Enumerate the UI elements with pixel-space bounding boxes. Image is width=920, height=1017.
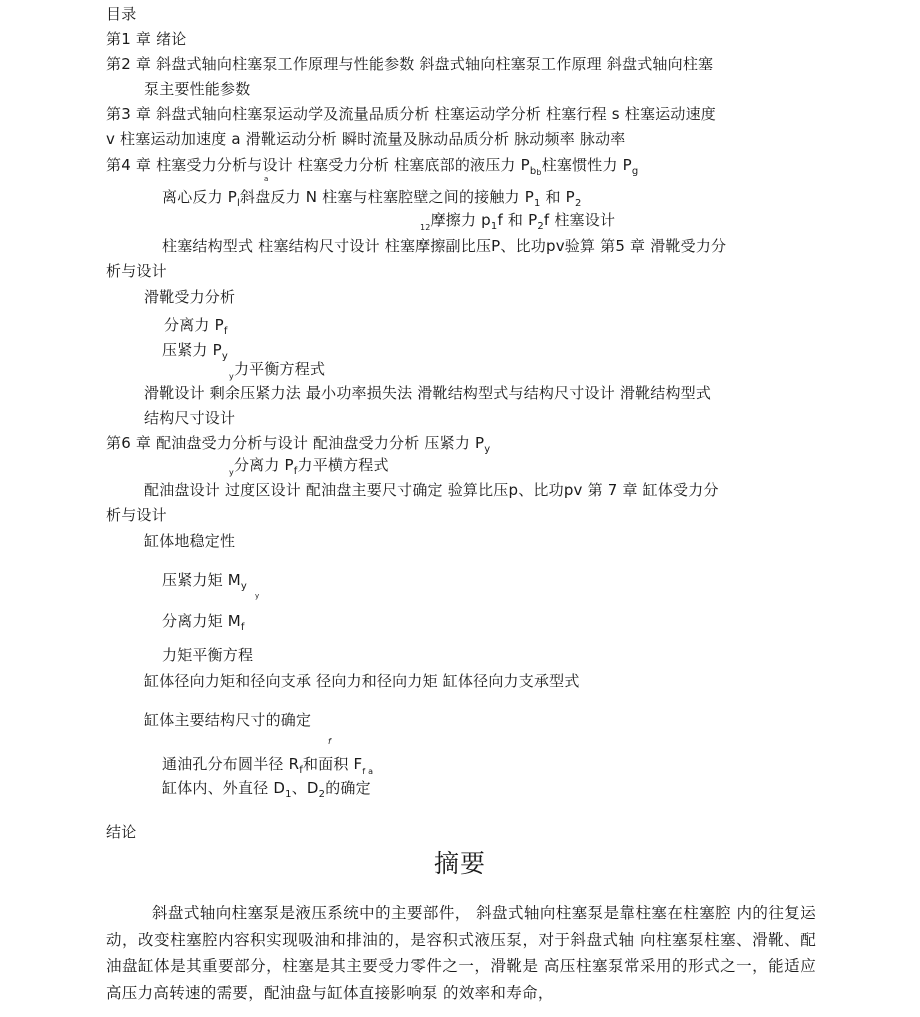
toc-text: 和 P	[540, 188, 575, 206]
toc-text: f 和 P	[497, 211, 538, 229]
toc-text: 第4 章 柱塞受力分析与设计 柱塞受力分析 柱塞底部的液压力 P	[106, 156, 530, 174]
toc-chapter-7-section[interactable]: 缸体径向力矩和径向支承 径向力和径向力矩 缸体径向力支承型式	[144, 672, 580, 690]
subscript: y	[221, 351, 228, 362]
toc-chapter-3-line-1[interactable]: 第3 章 斜盘式轴向柱塞泵运动学及流量品质分析 柱塞运动学分析 柱塞行程 s 柱塞运动速度	[106, 105, 716, 123]
toc-chapter-5-section[interactable]: 滑靴受力分析	[144, 288, 236, 306]
subscript: y	[240, 581, 248, 592]
subscript: f	[240, 622, 245, 633]
abstract-title: 摘要	[433, 849, 486, 878]
toc-text: 第6 章 配油盘受力分析与设计 配油盘受力分析 压紧力 P	[106, 434, 485, 452]
toc-text: 通油孔分布圆半径 R	[162, 755, 300, 773]
subscript: f a	[362, 767, 374, 776]
subscript: f	[299, 765, 303, 776]
stray-mark: 12	[420, 223, 431, 232]
toc-chapter-7-item[interactable]	[162, 757, 373, 776]
toc-chapter-7-line-1[interactable]: 析与设计	[106, 506, 167, 524]
toc-conclusion[interactable]: 结论	[106, 823, 137, 841]
toc-text: 离心反力 P	[162, 188, 238, 206]
toc-chapter-5-design-line-1[interactable]: 滑靴设计 剩余压紧力法 最小功率损失法 滑靴结构型式与结构尺寸设计 滑靴结构型式	[144, 384, 712, 402]
subscript: 2	[574, 198, 582, 209]
subscript: 2	[537, 221, 544, 232]
toc-chapter-7-item[interactable]	[162, 614, 245, 633]
toc-text: 和面积 F	[302, 755, 363, 773]
toc-chapter-4-line-1[interactable]	[106, 158, 638, 177]
toc-text: 、D	[291, 779, 319, 797]
toc-text: 分离力 P	[233, 456, 294, 474]
subscript: 1	[533, 198, 541, 209]
toc-heading: 目录	[106, 5, 137, 23]
toc-text: 压紧力 P	[162, 341, 222, 359]
toc-chapter-4-line-3[interactable]	[420, 213, 615, 232]
toc-chapter-6-item[interactable]	[229, 458, 389, 477]
subscript: l	[237, 198, 240, 209]
toc-text: 力平衡方程式	[233, 360, 326, 378]
toc-text: 斜盘反力 N 柱塞与柱塞腔壁之间的接触力 P	[240, 188, 534, 206]
subscript: 1	[285, 789, 292, 800]
toc-chapter-7-section[interactable]: 缸体主要结构尺寸的确定	[144, 711, 312, 729]
toc-chapter-4-line-4[interactable]: 柱塞结构型式 柱塞结构尺寸设计 柱塞摩擦副比压P、比功pv验算 第5 章 滑靴受力分	[162, 237, 727, 255]
toc-text: 柱塞惯性力 P	[541, 156, 632, 174]
toc-chapter-6-design-line-1[interactable]: 配油盘设计 过度区设计 配油盘主要尺寸确定 验算比压p、比功pv 第 7 章 缸体受力分	[144, 481, 719, 499]
toc-chapter-5-item[interactable]	[229, 362, 325, 381]
subscript: 2	[318, 789, 326, 800]
toc-chapter-5-line-1[interactable]: 析与设计	[106, 262, 167, 280]
toc-text: 缸体内、外直径 D	[162, 779, 286, 797]
toc-chapter-7-item[interactable]	[162, 573, 247, 592]
stray-mark: f	[328, 737, 332, 746]
toc-chapter-2-line-1[interactable]: 第2 章 斜盘式轴向柱塞泵工作原理与性能参数 斜盘式轴向柱塞泵工作原理 斜盘式轴向柱塞	[106, 55, 714, 73]
toc-text: 压紧力矩 M	[162, 571, 241, 589]
toc-text: 的确定	[325, 779, 371, 797]
toc-chapter-6-line-1[interactable]	[106, 436, 490, 455]
toc-chapter-2-line-2[interactable]: 泵主要性能参数	[144, 80, 251, 98]
stray-mark: y	[255, 592, 260, 600]
toc-chapter-7-section[interactable]: 缸体地稳定性	[144, 532, 236, 550]
toc-chapter-5-design-line-2[interactable]: 结构尺寸设计	[144, 409, 236, 427]
subscript: f	[293, 466, 298, 477]
toc-chapter-3-line-2[interactable]: v 柱塞运动加速度 a 滑靴运动分析 瞬时流量及脉动品质分析 脉动频率 脉动率	[106, 130, 626, 148]
subscript: b	[529, 166, 537, 177]
toc-text: f 柱塞设计	[543, 211, 616, 229]
subscript: f	[223, 326, 228, 337]
toc-text: 力平横方程式	[297, 456, 389, 474]
toc-chapter-5-item[interactable]	[164, 318, 228, 337]
subscript: b	[536, 168, 542, 177]
toc-chapter-7-item[interactable]	[162, 781, 371, 800]
toc-chapter-5-item[interactable]	[162, 343, 228, 362]
subscript: y	[484, 444, 491, 455]
subscript: g	[631, 166, 639, 177]
abstract-paragraph: 斜盘式轴向柱塞泵是液压系统中的主要部件， 斜盘式轴向柱塞泵是靠柱塞在柱塞腔 内的往复运动，改变柱塞腔内容积实现吸油和排油的，是容积式液压泵，对于斜盘式轴 向柱塞泵柱塞、滑靴、配油盘缸体是其重要部分，柱塞是其主要受力零件之一，滑靴是 高压柱塞泵常采用的形式之一，能适应高压力高转速的需要，配油盘与缸体直接影响泵 的效率和寿命，	[106, 904, 816, 1002]
toc-text: 摩擦力 p	[430, 211, 491, 229]
stray-mark: a	[264, 175, 269, 183]
stray-mark: y	[229, 372, 234, 381]
toc-chapter-7-item[interactable]: 力矩平衡方程	[162, 646, 254, 664]
toc-chapter-4-line-2[interactable]	[162, 190, 582, 209]
toc-text: 分离力 P	[164, 316, 224, 334]
subscript: 1	[490, 221, 498, 232]
stray-mark: y	[229, 468, 234, 477]
toc-text: 分离力矩 M	[162, 612, 241, 630]
toc-chapter-1[interactable]: 第1 章 绪论	[106, 30, 187, 48]
